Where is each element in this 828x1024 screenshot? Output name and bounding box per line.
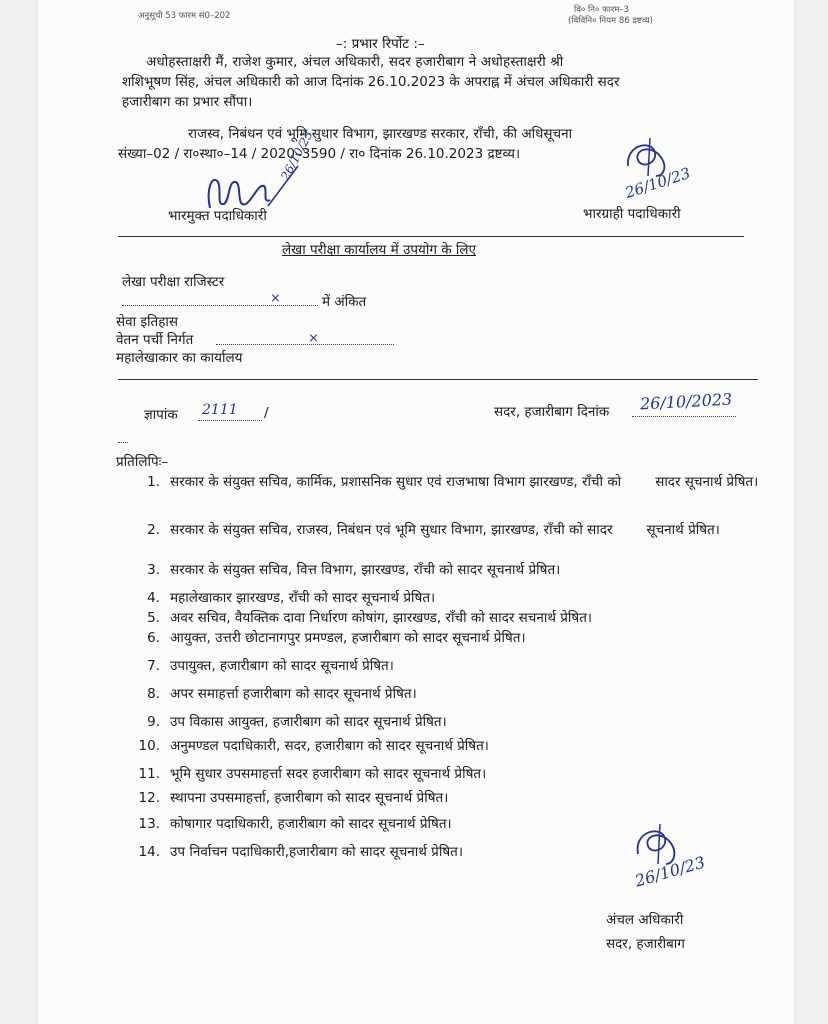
- copy-item-number: 7.: [147, 658, 160, 674]
- receiving-sign-date: 26/10/23: [622, 164, 693, 202]
- memo-number-line: [198, 420, 262, 421]
- memo-slash: /: [264, 405, 269, 421]
- copy-item-continuation: सूचनार्थ प्रेषित।: [646, 522, 720, 538]
- copy-list-item: [136, 684, 417, 702]
- copy-item-text: कोषागार पदाधिकारी, हजारीबाग को सादर सूचनार्थ प्रेषित।: [170, 816, 452, 832]
- copy-item-number: 8.: [147, 686, 160, 702]
- copy-list-item: [136, 736, 489, 754]
- copy-item-text: उप निर्वाचन पदाधिकारी,हजारीबाग को सादर सूचनार्थ प्रेषित।: [170, 844, 463, 860]
- copy-item-text: उप विकास आयुक्त, हजारीबाग को सादर सूचनार्थ प्रेषित।: [170, 714, 447, 730]
- register-cross-mark: ×: [270, 291, 281, 306]
- copy-item-number: 11.: [138, 766, 160, 782]
- copy-list-item: [136, 608, 592, 626]
- copy-item-number: 10.: [138, 738, 160, 754]
- copy-item-text: अनुमण्डल पदाधिकारी, सदर, हजारीबाग को सादर सूचनार्थ प्रेषित।: [170, 738, 489, 754]
- copy-item-text: आयुक्त, उत्तरी छोटानागपुर प्रमण्डल, हजारीबाग को सादर सूचनार्थ प्रेषित।: [170, 630, 526, 646]
- relieved-sign-date: 26/10/23: [278, 128, 316, 183]
- copy-list-item: [136, 842, 463, 860]
- copy-list-item: [136, 468, 758, 490]
- place-date-label: सदर, हजारीबाग दिनांक: [494, 404, 610, 420]
- copy-item-number: 14.: [138, 844, 160, 860]
- charge-para-line-1: अधोहस्ताक्षरी मैं, राजेश कुमार, अंचल अधिकारी, सदर हजारीबाग ने अधोहस्ताक्षरी श्री: [146, 54, 564, 70]
- copy-item-number: 1.: [147, 474, 160, 490]
- document-title: –: प्रभार रिर्पोट :–: [336, 36, 425, 52]
- audit-office-heading: लेखा परीक्षा कार्यालय में उपयोग के लिए: [282, 242, 477, 258]
- copy-item-text: उपायुक्त, हजारीबाग को सादर सूचनार्थ प्रेषित।: [170, 658, 394, 674]
- copy-list-item: [136, 516, 720, 538]
- pay-slip-cross-mark: ×: [308, 331, 319, 346]
- copy-item-number: 5.: [147, 610, 160, 626]
- copy-list-item: [136, 788, 448, 806]
- copy-item-number: 6.: [147, 630, 160, 646]
- section-divider-1: [118, 236, 744, 237]
- copy-item-continuation: सादर सूचनार्थ प्रेषित।: [655, 474, 759, 490]
- pay-slip-label: वेतन पर्ची निर्गत: [116, 332, 194, 348]
- notification-para-line-2: संख्या–02 / रा०स्था०–14 / 2020–3590 / रा० दिनांक 26.10.2023 द्रष्टव्य।: [118, 146, 521, 162]
- copy-list-item: [136, 814, 452, 832]
- copy-list-item: [136, 588, 435, 606]
- register-entry-line: [122, 305, 318, 306]
- copy-item-number: 3.: [147, 562, 160, 578]
- pay-slip-entry-line: [216, 344, 394, 345]
- form-reference-left: अनुसूची 53 फारम सं0–202: [138, 11, 231, 21]
- copy-list-item: [136, 764, 486, 782]
- service-history-label: सेवा इतिहास: [116, 314, 179, 330]
- copy-to-label: प्रतिलिपिः–: [116, 454, 169, 470]
- copy-list-item: [136, 560, 560, 578]
- copy-item-text: सरकार के संयुक्त सचिव, कार्मिक, प्रशासनिक सुधार एवं राजभाषा विभाग झारखण्ड, रॉंची को: [170, 474, 622, 490]
- circle-officer-sign-date: 26/10/23: [632, 852, 708, 891]
- form-reference-right: वि० नि० फारम–3: [574, 5, 630, 15]
- audit-register-label: लेखा परीक्षा राजिस्टर: [122, 274, 225, 290]
- relieved-officer-label: भारमुक्त पदाधिकारी: [168, 208, 267, 224]
- copy-item-text: सरकार के संयुक्त सचिव, राजस्व, निबंधन एवं भूमि सुधार विभाग, झारखण्ड, रॉंची को सादर: [170, 522, 613, 538]
- memo-number: 2111: [202, 402, 238, 418]
- circle-officer-place: सदर, हजारीबाग: [606, 936, 685, 952]
- copy-item-text: महालेखाकार झारखण्ड, रॉंची को सादर सूचनार्थ प्रेषित।: [170, 590, 436, 606]
- memo-date: 26/10/2023: [639, 389, 733, 414]
- copy-list-item: [136, 628, 526, 646]
- charge-para-line-3: हजारीबाग का प्रभार सौंपा।: [122, 94, 253, 110]
- copy-list-item: [136, 712, 447, 730]
- entered-label: में अंकित: [322, 294, 367, 310]
- copy-item-number: 4.: [147, 590, 160, 606]
- copy-item-text: भूमि सुधार उपसमाहर्त्ता सदर हजारीबाग को सादर सूचनार्थ प्रेषित।: [170, 766, 487, 782]
- copy-list-item: [136, 656, 394, 674]
- accountant-general-office-label: महालेखाकार का कार्यालय: [116, 350, 243, 366]
- copy-item-text: अपर समाहर्त्ता हजारीबाग को सादर सूचनार्थ प्रेषित।: [170, 686, 417, 702]
- charge-para-line-2: शशिभूषण सिंह, अंचल अधिकारी को आज दिनांक 26.10.2023 के अपराह्न में अंचल अधिकारी सदर: [122, 74, 620, 90]
- copy-item-number: 9.: [147, 714, 160, 730]
- copy-item-number: 2.: [147, 522, 160, 538]
- notification-para-line-1: राजस्व, निबंधन एवं भूमि सुधार विभाग, झारखण्ड सरकार, रॉंची, की अधिसूचना: [188, 126, 573, 142]
- circle-officer-designation: अंचल अधिकारी: [606, 912, 684, 928]
- memo-number-label: ज्ञापांक: [144, 407, 178, 423]
- document-page: [38, 0, 794, 1024]
- section-divider-2: [118, 379, 758, 380]
- form-rule-reference: (विविनि० नियम 86 द्रष्टव्य): [568, 16, 653, 26]
- copy-item-text: सरकार के संयुक्त सचिव, वित्त विभाग, झारखण्ड, रॉंची को सादर सूचनार्थ प्रेषित।: [170, 562, 561, 578]
- date-line: [632, 416, 736, 417]
- copy-item-number: 13.: [138, 816, 160, 832]
- copy-item-number: 12.: [138, 790, 160, 806]
- copy-item-text: अवर सचिव, वैयक्तिक दावा निर्धारण कोषांग, झारखण्ड, रॉंची को सादर सचनार्थ प्रेषित।: [170, 610, 593, 626]
- receiving-officer-label: भारग्राही पदाधिकारी: [583, 206, 681, 222]
- short-dots: [118, 442, 128, 443]
- copy-item-text: स्थापना उपसमाहर्त्ता, हजारीबाग को सादर सूचनार्थ प्रेषित।: [170, 790, 449, 806]
